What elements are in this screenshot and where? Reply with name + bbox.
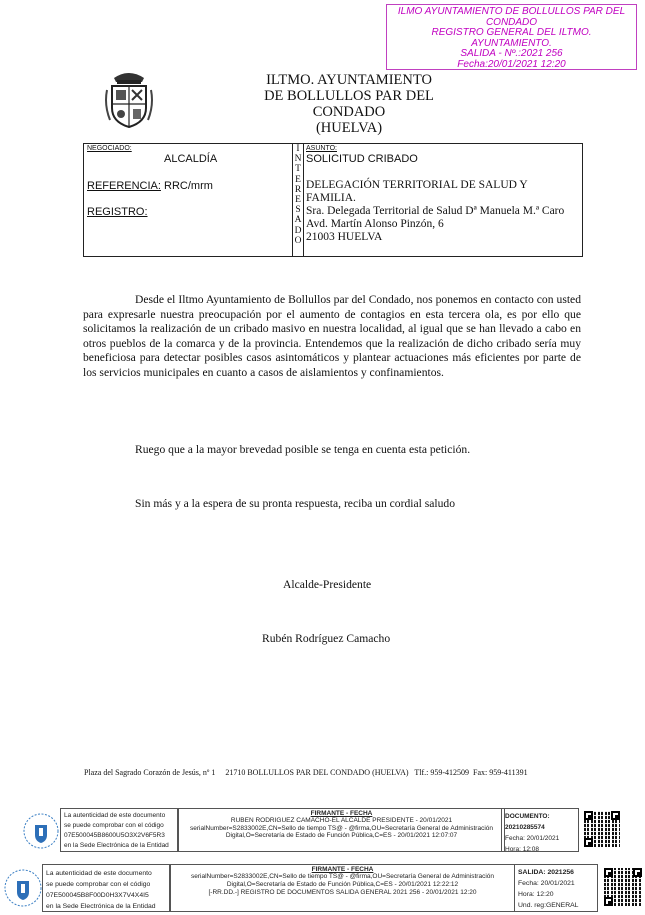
verification-strip-2 xyxy=(0,864,645,912)
signature-line: Digital,O=Secretaría de Estado de Función Pública,C=ES - 20/01/2021 12:22:12 xyxy=(226,881,459,888)
stamp-line: AYUNTAMIENTO. xyxy=(471,37,552,49)
vertical-letter: N xyxy=(294,154,302,165)
recipient-line: 21003 HUELVA xyxy=(306,231,383,243)
auth-line: en la Sede Electrónica de la Entidad xyxy=(46,903,156,910)
closing-paragraph: Sin más y a la espera de su pronta respuesta, reciba un cordial saludo xyxy=(135,497,456,510)
letterhead-line: ILTMO. AYUNTAMIENTO xyxy=(266,72,432,88)
vertical-letter: I xyxy=(296,144,300,154)
document-date: Fecha: 20/01/2021 xyxy=(518,880,575,887)
vertical-letter: R xyxy=(294,184,302,195)
asunto-label: ASUNTO: xyxy=(306,145,337,152)
recipient-line: FAMILIA. xyxy=(306,192,356,204)
asunto-value: SOLICITUD CRIBADO xyxy=(306,153,418,165)
letter-body xyxy=(83,293,581,381)
signature-line: RUBEN RODRIGUEZ CAMACHO-EL ALCALDE PRESIDENTE - 20/01/2021 xyxy=(230,817,453,824)
reference-table xyxy=(83,143,583,257)
vertical-letter: E xyxy=(295,174,301,185)
vertical-letter: D xyxy=(294,225,302,236)
document-box xyxy=(501,808,579,852)
referencia-value: RRC/mrm xyxy=(164,180,213,192)
vertical-letter: T xyxy=(295,164,301,175)
auth-box xyxy=(42,864,170,912)
document-number: DOCUMENTO: 20210285574 xyxy=(505,813,550,831)
interesado-vertical xyxy=(293,144,303,246)
signature-line: serialNumber=S2833002E,CN=Sello de tiempo TS@ - @firma,OU=Secretaría General de Administración xyxy=(189,824,493,832)
document-box xyxy=(514,864,598,912)
registro-label: REGISTRO: xyxy=(87,206,148,218)
auth-line: La autenticidad de este documento xyxy=(46,870,152,877)
auth-line: se puede comprobar con el código xyxy=(64,822,164,829)
document-date: Fecha: 20/01/2021 xyxy=(505,835,560,842)
signature-line: serialNumber=S2833002E,CN=Sello de tiempo TS@ - @firma,OU=Secretaría General de Administración xyxy=(190,873,494,880)
stamp-line: CONDADO xyxy=(485,16,538,28)
stamp-line: Fecha:20/01/2021 12:20 xyxy=(457,58,566,70)
verification-code: 07E500045B8F00D0H3X7V4X4I5 xyxy=(46,892,149,899)
recipient-block xyxy=(306,179,581,244)
signatures-box xyxy=(170,864,515,912)
request-paragraph: Ruego que a la mayor brevedad posible se tenga en cuenta esta petición. xyxy=(135,443,471,456)
letterhead xyxy=(230,72,468,136)
negociado-label: NEGOCIADO: xyxy=(87,145,132,152)
qr-code-icon xyxy=(604,868,642,906)
electronic-seal-icon xyxy=(18,811,64,851)
auth-box xyxy=(60,808,178,852)
registry-stamp xyxy=(386,4,637,70)
salida-number: SALIDA: 2021256 xyxy=(518,869,574,876)
registry-unit: Und. reg:GENERAL xyxy=(518,902,579,909)
signer-role: Alcalde-Presidente xyxy=(283,578,372,591)
document-time: Hora: 12:20 xyxy=(518,891,554,898)
vertical-letter: O xyxy=(294,235,302,246)
negociado-value: ALCALDÍA xyxy=(164,153,218,165)
vertical-letter: S xyxy=(295,205,301,216)
vertical-letter: A xyxy=(294,215,302,226)
document-time: Hora: 12:08 xyxy=(505,846,539,853)
letterhead-line: DE BOLLULLOS PAR DEL CONDADO xyxy=(264,88,434,120)
electronic-seal-icon xyxy=(2,866,44,910)
body-paragraph: Desde el Iltmo Ayuntamiento de Bollullos par del Condado, nos ponemos en contacto con usted para expresarle nuestra preocupación por el aumento de contagios en esta tercera ola, es por ello que solicitamos la realización de un cribado masivo en nuestra localidad, al igual que se han llevado a cabo en otros pueblos de la comarca y de la provincia. Entendemos que la realización de dicho cribado sería muy beneficiosa para detectar posibles casos asintomáticos y plantear actuaciones más eficientes por parte de los servicios municipales en cuanto a casos de aislamientos y confinamientos. xyxy=(83,293,581,379)
auth-line: se puede comprobar con el código xyxy=(46,881,151,888)
signature-line: Digital,O=Secretaría de Estado de Función Pública,C=ES - 20/01/2021 12:07:07 xyxy=(225,832,458,839)
coat-of-arms-icon xyxy=(104,70,154,130)
auth-line: en la Sede Electrónica de la Entidad xyxy=(64,842,169,849)
signer-name: Rubén Rodríguez Camacho xyxy=(262,632,391,645)
referencia-label: REFERENCIA: xyxy=(87,180,161,192)
stamp-line: REGISTRO GENERAL DEL ILTMO. xyxy=(431,27,592,38)
address-line: Plaza del Sagrado Corazón de Jesús, nº 1 21710 BOLLULLOS PAR DEL CONDADO (HUELVA) Tlf.: 959-412509 Fax: 959-411391 xyxy=(84,768,528,777)
auth-line: La autenticidad de este documento xyxy=(64,812,166,819)
firmante-label: FIRMANTE - FECHA xyxy=(310,810,373,817)
verification-code: 07E500045B8600U5O3X2V6F5R3 xyxy=(64,832,165,839)
recipient-line: Avd. Martín Alonso Pinzón, 6 xyxy=(306,218,444,230)
recipient-line: Sra. Delegada Territorial de Salud Dª Manuela M.ª Caro xyxy=(306,205,565,217)
vertical-letter: E xyxy=(295,195,301,206)
stamp-line: ILMO AYUNTAMIENTO DE BOLLULLOS PAR DEL xyxy=(397,6,626,17)
firmante-label: FIRMANTE - FECHA xyxy=(311,866,374,873)
letterhead-line: (HUELVA) xyxy=(315,120,383,136)
signatures-box xyxy=(178,808,505,852)
referencia-row xyxy=(87,180,213,192)
verification-strip-1 xyxy=(10,808,635,852)
signature-line: [-RR.DD.-] REGISTRO DE DOCUMENTOS SALIDA GENERAL 2021 256 - 20/01/2021 12:20 xyxy=(208,889,477,896)
recipient-line: DELEGACIÓN TERRITORIAL DE SALUD Y xyxy=(306,179,528,191)
stamp-line: SALIDA - Nº.:2021 256 xyxy=(460,48,563,59)
qr-code-icon xyxy=(584,811,620,847)
